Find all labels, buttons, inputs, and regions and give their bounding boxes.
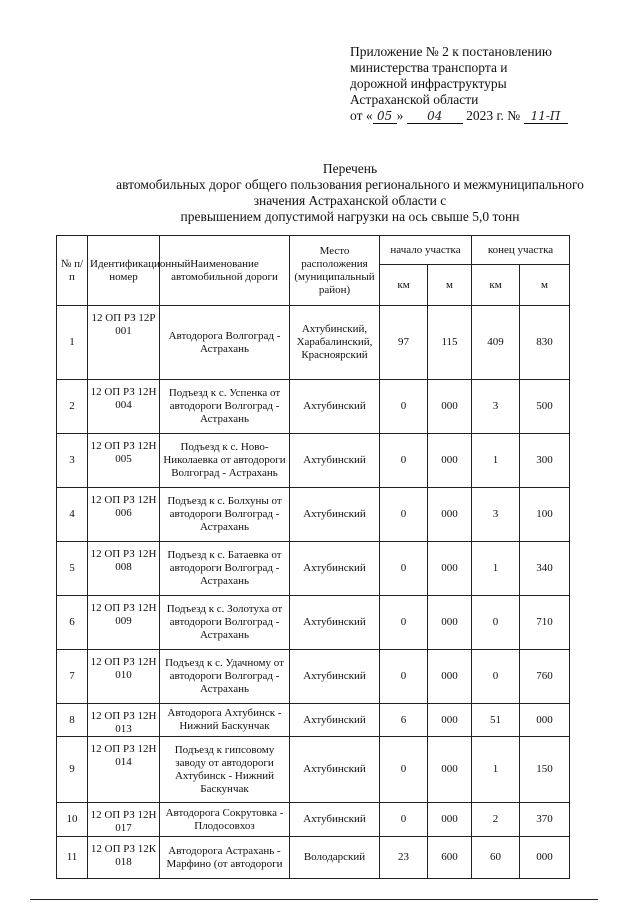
cell-id: 12 ОП РЗ 12Н 008 [88,542,160,596]
cell-num: 11 [57,837,88,879]
cell-location: Ахтубинский [290,434,380,488]
cell-id: 12 ОП РЗ 12Р 001 [88,306,160,380]
cell-end-km: 1 [472,737,520,803]
appendix-line: дорожной инфраструктуры [350,76,507,91]
heading-line: значения Астраханской области с [253,193,447,208]
handwritten-month: 04 [407,110,463,124]
cell-start-m: 600 [428,837,472,879]
cell-name: Автодорога Ахтубинск - Нижний Баскунчак [160,704,290,737]
header-start-km: км [380,265,428,306]
cell-location: Володарский [290,837,380,879]
header-end: конец участка [472,236,570,265]
cell-location: Ахтубинский [290,803,380,837]
cell-num: 5 [57,542,88,596]
cell-location: Ахтубинский [290,704,380,737]
cell-name: Подъезд к с. Ново-Николаевка от автодороги Волгоград - Астрахань [160,434,290,488]
cell-id: 12 ОП РЗ 12Н 010 [88,650,160,704]
cell-end-m: 710 [520,596,570,650]
cell-id: 12 ОП РЗ 12Н 005 [88,434,160,488]
cell-num: 8 [57,704,88,737]
cell-location: Ахтубинский [290,380,380,434]
cell-id: 12 ОП РЗ 12Н 004 [88,380,160,434]
cell-start-m: 000 [428,737,472,803]
cell-start-km: 0 [380,803,428,837]
cell-num: 7 [57,650,88,704]
date-prefix: от « [350,108,373,123]
cell-num: 4 [57,488,88,542]
cell-id: 12 ОП РЗ 12Н 009 [88,596,160,650]
cell-end-km: 51 [472,704,520,737]
table-row [57,380,570,434]
table-row [57,596,570,650]
handwritten-number: 11-П [524,110,568,124]
cell-start-m: 115 [428,306,472,380]
appendix-line: Астраханской области [350,92,479,107]
document-heading [100,161,600,225]
cell-id: 12 ОП РЗ 12Н 013 [88,704,160,737]
cell-end-m: 300 [520,434,570,488]
table-body [57,306,570,879]
cell-name: Автодорога Волгоград - Астрахань [160,306,290,380]
handwritten-day: 05 [373,110,397,124]
cell-end-m: 000 [520,837,570,879]
cell-id: 12 ОП РЗ 12К 018 [88,837,160,879]
cell-start-km: 0 [380,488,428,542]
cell-num: 1 [57,306,88,380]
appendix-date-line [350,108,620,124]
cell-location: Ахтубинский [290,596,380,650]
cell-name: Подъезд к с. Золотуха от автодороги Волгоград - Астрахань [160,596,290,650]
cell-end-km: 1 [472,434,520,488]
page-bottom-rule [30,899,598,900]
header-start: начало участка [380,236,472,265]
heading-line: автомобильных дорог общего пользования регионального и межмуниципального [116,177,584,192]
header-name: Наименование автомобильной дороги [160,236,290,306]
cell-end-km: 0 [472,596,520,650]
header-start-m: м [428,265,472,306]
cell-location: Ахтубинский [290,542,380,596]
cell-end-km: 2 [472,803,520,837]
cell-end-m: 760 [520,650,570,704]
cell-num: 10 [57,803,88,837]
cell-end-m: 100 [520,488,570,542]
cell-end-km: 3 [472,488,520,542]
header-id: Идентификационный номер [88,236,160,306]
cell-start-km: 0 [380,737,428,803]
cell-start-km: 97 [380,306,428,380]
cell-location: Ахтубинский [290,650,380,704]
cell-start-km: 0 [380,596,428,650]
table-row [57,803,570,837]
cell-id: 12 ОП РЗ 12Н 017 [88,803,160,837]
cell-start-km: 0 [380,380,428,434]
date-year: 2023 г. № [466,108,521,123]
appendix-line: Приложение № 2 к постановлению [350,44,552,59]
table-row [57,837,570,879]
cell-end-m: 340 [520,542,570,596]
cell-num: 2 [57,380,88,434]
cell-start-km: 0 [380,434,428,488]
cell-start-km: 6 [380,704,428,737]
cell-end-m: 370 [520,803,570,837]
header-end-km: км [472,265,520,306]
cell-start-m: 000 [428,803,472,837]
date-mid: » [396,108,404,123]
appendix-line: министерства транспорта и [350,60,508,75]
header-num: № п/п [57,236,88,306]
cell-id: 12 ОП РЗ 12Н 014 [88,737,160,803]
cell-end-m: 500 [520,380,570,434]
table-row [57,488,570,542]
cell-start-m: 000 [428,488,472,542]
cell-name: Подъезд к с. Успенка от автодороги Волгоград - Астрахань [160,380,290,434]
cell-num: 6 [57,596,88,650]
cell-end-km: 60 [472,837,520,879]
cell-end-km: 3 [472,380,520,434]
table-row [57,434,570,488]
table-row [57,650,570,704]
cell-location: Ахтубинский [290,737,380,803]
appendix-block [350,44,620,124]
cell-start-m: 000 [428,650,472,704]
heading-title: Перечень [322,161,378,176]
roads-table [56,235,570,879]
cell-num: 3 [57,434,88,488]
cell-name: Подъезд к с. Удачному от автодороги Волгоград - Астрахань [160,650,290,704]
table-row [57,704,570,737]
cell-num: 9 [57,737,88,803]
table-row [57,542,570,596]
cell-start-km: 23 [380,837,428,879]
cell-name: Автодорога Сокрутовка - Плодосовхоз [160,803,290,837]
cell-start-m: 000 [428,704,472,737]
cell-id: 12 ОП РЗ 12Н 006 [88,488,160,542]
table-row [57,306,570,380]
header-end-m: м [520,265,570,306]
cell-location: Ахтубинский [290,488,380,542]
table-row [57,737,570,803]
cell-start-km: 0 [380,650,428,704]
cell-end-m: 830 [520,306,570,380]
cell-end-km: 409 [472,306,520,380]
cell-name: Подъезд к с. Болхуны от автодороги Волгоград - Астрахань [160,488,290,542]
cell-start-km: 0 [380,542,428,596]
cell-name: Подъезд к гипсовому заводу от автодороги Ахтубинск - Нижний Баскунчак [160,737,290,803]
cell-start-m: 000 [428,380,472,434]
cell-start-m: 000 [428,596,472,650]
heading-line: превышением допустимой нагрузки на ось свыше 5,0 тонн [180,209,520,224]
cell-end-m: 000 [520,704,570,737]
cell-name: Подъезд к с. Батаевка от автодороги Волгоград - Астрахань [160,542,290,596]
cell-location: Ахтубинский, Харабалинский, Красноярский [290,306,380,380]
cell-end-km: 1 [472,542,520,596]
cell-end-km: 0 [472,650,520,704]
cell-start-m: 000 [428,542,472,596]
cell-name: Автодорога Астрахань - Марфино (от автодороги [160,837,290,879]
header-location: Место расположения (муниципальный район) [290,236,380,306]
cell-start-m: 000 [428,434,472,488]
cell-end-m: 150 [520,737,570,803]
